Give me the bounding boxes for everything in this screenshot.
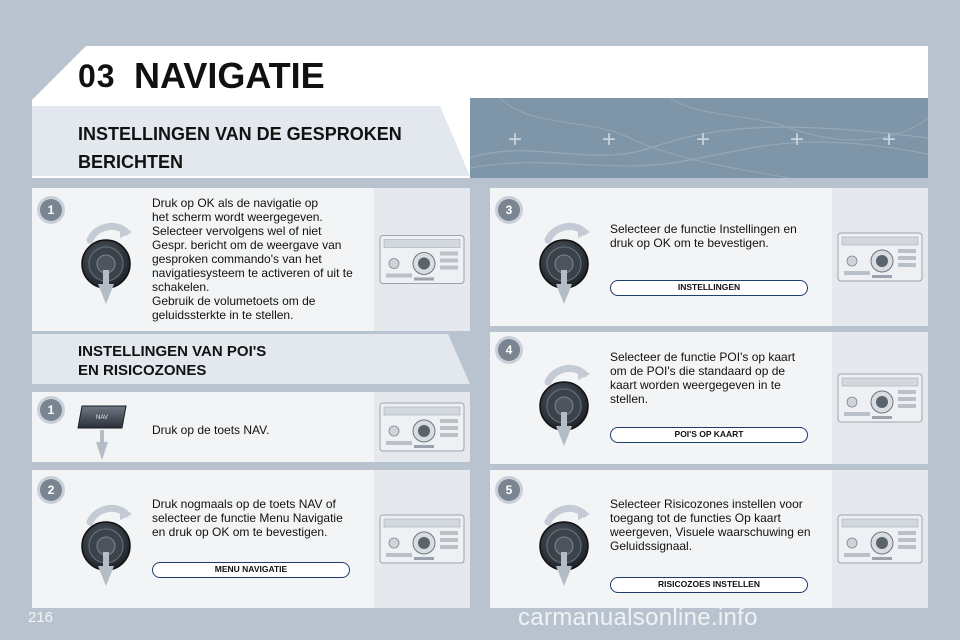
radio-unit-icon <box>832 188 928 326</box>
section-heading-voice-messages <box>32 106 470 176</box>
step-badge: 5 <box>498 479 520 501</box>
text-line: Druk op OK als de navigatie op <box>152 196 319 210</box>
nav-key-label: NAV <box>96 415 108 421</box>
text-line: selecteer de functie Menu Navigatie <box>152 511 343 525</box>
text-line: en druk op OK om te bevestigen. <box>152 525 328 539</box>
text-line: om de POI's die standaard op de <box>610 364 786 378</box>
chapter-number: 03 <box>78 58 116 94</box>
step-badge: 4 <box>498 339 520 361</box>
radio-unit-icon <box>374 392 470 462</box>
menu-label-pill: POI'S OP KAART <box>610 427 808 443</box>
radio-unit-pane <box>832 332 928 464</box>
instruction-text <box>152 423 372 437</box>
radio-unit-pane <box>374 392 470 462</box>
rotary-knob-icon <box>76 500 136 586</box>
header-map-decoration <box>470 98 928 178</box>
rotary-knob-icon <box>534 218 594 304</box>
text-line: Druk nogmaals op de toets NAV of <box>152 497 336 511</box>
instruction-text <box>610 350 828 406</box>
step-badge: 2 <box>40 479 62 501</box>
plus-icon: + <box>696 126 711 153</box>
text-line: gesproken commando's van het <box>152 252 322 266</box>
step-badge: 1 <box>40 199 62 221</box>
text-line: druk op OK om te bevestigen. <box>610 236 769 250</box>
rotary-knob-icon <box>76 218 136 304</box>
radio-unit-icon <box>374 188 470 331</box>
step-badge: 3 <box>498 199 520 221</box>
instruction-text <box>152 196 372 322</box>
section-heading-line: EN RISICOZONES <box>78 362 207 379</box>
watermark: carmanualsonline.info <box>518 604 758 631</box>
text-line: weergeven, Visuele waarschuwing en <box>610 525 811 539</box>
radio-unit-pane <box>374 188 470 331</box>
text-line: navigatiesysteem te activeren of uit te <box>152 266 353 280</box>
rotary-knob-icon <box>534 500 594 586</box>
nav-key-icon <box>76 404 132 460</box>
text-line: Selecteer de functie POI's op kaart <box>610 350 796 364</box>
plus-icon: + <box>508 126 523 153</box>
radio-unit-icon <box>374 470 470 608</box>
text-line: het scherm wordt weergegeven. <box>152 210 323 224</box>
rotary-knob-icon <box>534 360 594 446</box>
chapter-title: NAVIGATIE <box>134 55 325 96</box>
text-line: Druk op de toets NAV. <box>152 423 270 437</box>
text-line: Gebruik de volumetoets om de <box>152 294 316 308</box>
radio-unit-pane <box>374 470 470 608</box>
radio-unit-pane <box>832 188 928 326</box>
heading-corner-cut <box>448 334 470 384</box>
section-heading-line: INSTELLINGEN VAN POI'S <box>78 343 267 360</box>
plus-icon: + <box>882 126 897 153</box>
text-line: stellen. <box>610 392 649 406</box>
text-line: kaart worden weergegeven in te <box>610 378 781 392</box>
menu-label-pill: MENU NAVIGATIE <box>152 562 350 578</box>
instruction-text <box>152 497 372 539</box>
section-heading-line: INSTELLINGEN VAN DE GESPROKEN <box>78 124 402 144</box>
text-line: Selecteer vervolgens wel of niet <box>152 224 322 238</box>
text-line: schakelen. <box>152 280 210 294</box>
text-line: toegang tot de functies Op kaart <box>610 511 781 525</box>
step-badge: 1 <box>40 399 62 421</box>
plus-icon: + <box>602 126 617 153</box>
menu-label-pill: RISICOZOES INSTELLEN <box>610 577 808 593</box>
text-line: Geluidssignaal. <box>610 539 693 553</box>
radio-unit-icon <box>832 332 928 464</box>
text-line: geluidssterkte in te stellen. <box>152 308 294 322</box>
radio-unit-icon <box>832 470 928 608</box>
instruction-text <box>610 222 828 250</box>
menu-label-pill: INSTELLINGEN <box>610 280 808 296</box>
section-heading-poi-risk-zones <box>32 334 470 384</box>
instruction-text <box>610 497 828 553</box>
heading-corner-cut <box>440 106 470 176</box>
page-number: 216 <box>28 609 54 626</box>
plus-icon: + <box>790 126 805 153</box>
text-line: Gespr. bericht om de weergave van <box>152 238 342 252</box>
text-line: Selecteer de functie Instellingen en <box>610 222 797 236</box>
text-line: Selecteer Risicozones instellen voor <box>610 497 803 511</box>
radio-unit-pane <box>832 470 928 608</box>
section-heading-line: BERICHTEN <box>78 152 184 172</box>
